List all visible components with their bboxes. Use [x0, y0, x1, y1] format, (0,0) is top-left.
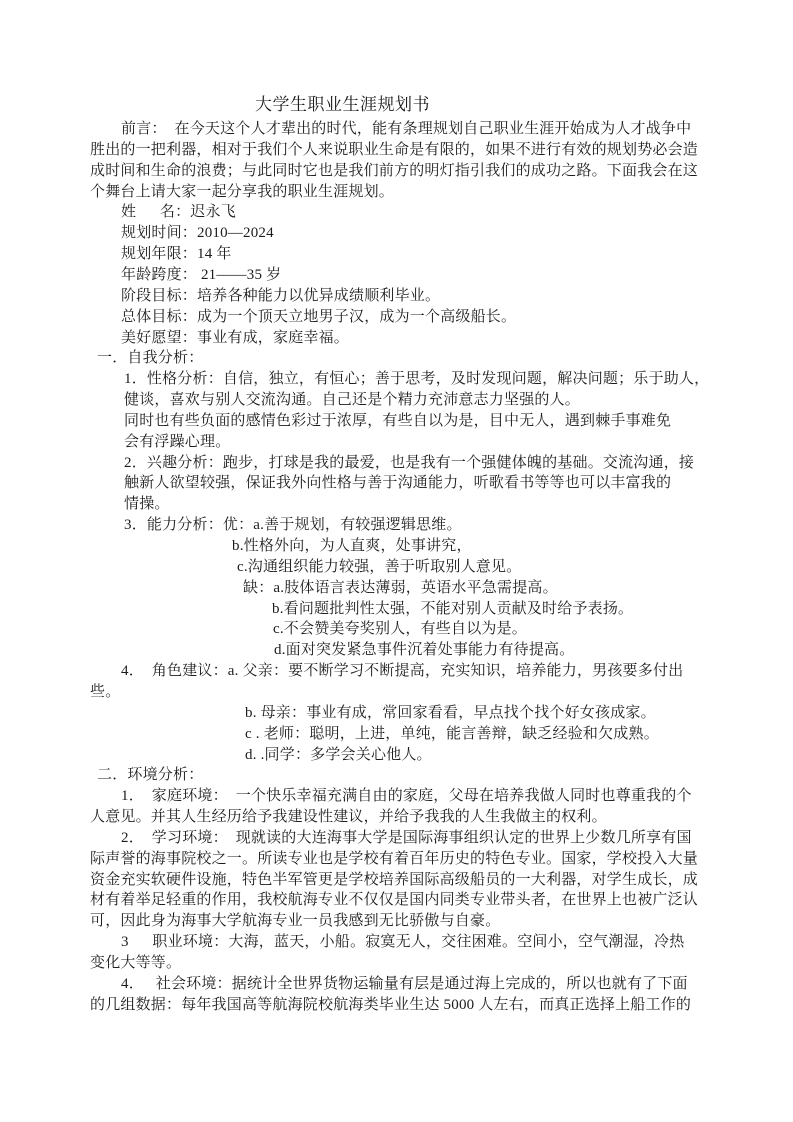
text-line: 触新人欲望较强，保证我外向性格与善于沟通能力，听歌看书等等也可以丰富我的 — [124, 475, 672, 492]
text-line: 规划时间：2010—2024 — [121, 225, 274, 242]
text-line: 的几组数据：每年我国高等航海院校航海类毕业生达 5000 人左右，而真正选择上船工作的 — [90, 996, 692, 1013]
text-line: 年龄跨度： 21——35 岁 — [121, 266, 282, 283]
text-line: 3 职业环境：大海，蓝天，小船。寂寞无人，交往困难。空间小，空气潮湿，冷热 — [121, 934, 685, 951]
text-line: 会有浮躁心理。 — [124, 433, 231, 450]
text-line: 二．环境分析： — [97, 767, 204, 784]
text-line: 可，因此身为海事大学航海专业一员我感到无比骄傲与自豪。 — [90, 913, 501, 930]
text-line: 4． 角色建议：a. 父亲：要不断学习不断提高，充实知识，培养能力，男孩要多付出 — [121, 663, 684, 680]
text-line: 一．自我分析： — [97, 350, 204, 367]
text-line: 3．能力分析：优：a.善于规划，有较强逻辑思维。 — [124, 517, 462, 534]
text-line: 些。 — [90, 683, 121, 700]
text-line: c . 老师：聪明，上进，单纯，能言善辩，缺乏经验和欠成熟。 — [245, 725, 659, 742]
text-line: 人意见。并其人生经历给予我建设性建议，并给予我我的人生我做主的权利。 — [90, 809, 607, 826]
text-line: b.性格外向，为人直爽，处事讲究， — [232, 538, 472, 554]
text-line: c.不会赞美夸奖别人，有些自以为是。 — [273, 621, 528, 638]
text-line: 个舞台上请大家一起分享我的职业生涯规划。 — [90, 183, 395, 200]
text-line: 健谈，喜欢与别人交流沟通。自己还是个精力充沛意志力坚强的人。 — [124, 392, 581, 409]
text-line: 材有着举足轻重的作用，我校航海专业不仅仅是国内同类专业带头者，在世界上也被广泛认 — [90, 892, 699, 909]
text-line: b. 母亲：事业有成，常回家看看，早点找个找个好女孩成家。 — [245, 704, 656, 721]
text-line: 胜出的一把利器，相对于我们个人来说职业生命是有限的，如果不进行有效的规划势必会造 — [90, 141, 699, 158]
text-line: d. .同学：多学会关心他人。 — [245, 746, 432, 763]
text-line: 2． 学习环境： 现就读的大连海事大学是国际海事组织认定的世界上少数几所享有国 — [121, 829, 692, 846]
text-line: 资金充实软硬件设施，特色半军管更是学校培养国际高级船员的一大利器，对学生成长，成 — [90, 871, 699, 888]
text-line: 前言： 在今天这个人才辈出的时代，能有条理规划自己职业生涯开始成为人才战争中 — [121, 121, 692, 137]
text-line: b.看问题批判性太强，不能对别人贡献及时给予表扬。 — [272, 600, 634, 617]
text-line: 2．兴趣分析：跑步，打球是我的最爱，也是我有一个强健体魄的基础。交流沟通，接 — [124, 454, 695, 471]
text-line: 美好愿望：事业有成，家庭幸福。 — [121, 329, 350, 346]
text-line: 变化大等等。 — [90, 955, 182, 971]
text-line: 姓 名：迟永飞 — [121, 204, 236, 221]
text-line: 4． 社会环境：据统计全世界货物运输量有层是通过海上完成的，所以也就有了下面 — [121, 975, 688, 992]
text-line: 1． 家庭环境： 一个快乐幸福充满自由的家庭，父母在培养我做人同时也尊重我的个 — [121, 788, 692, 805]
text-line: d.面对突发紧急事件沉着处事能力有待提高。 — [274, 642, 575, 659]
text-line: 成时间和生命的浪费；与此同时它也是我们前方的明灯指引我们的成功之路。下面我会在这 — [90, 162, 699, 179]
text-line: 1．性格分析：自信，独立，有恒心；善于思考，及时发现问题，解决问题；乐于助人， — [124, 371, 710, 388]
text-line: 阶段目标：培养各种能力以优异成绩顺利毕业。 — [121, 287, 441, 304]
text-line: 情操。 — [124, 496, 170, 513]
text-line: 总体目标：成为一个顶天立地男子汉，成为一个高级船长。 — [121, 308, 517, 325]
text-line: 同时也有些负面的感情色彩过于浓厚，有些自以为是，目中无人，遇到棘手事难免 — [124, 412, 672, 429]
text-line: 际声誉的海事院校之一。所读专业也是学校有着百年历史的特色专业。国家，学校投入大量 — [90, 850, 699, 867]
text-line: 缺：a.肢体语言表达薄弱，英语水平急需提高。 — [243, 579, 558, 596]
text-line: 规划年限：14 年 — [121, 246, 232, 263]
text-line: c.沟通组织能力较强，善于听取别人意见。 — [237, 558, 522, 575]
document-title: 大学生职业生涯规划书 — [255, 95, 430, 114]
